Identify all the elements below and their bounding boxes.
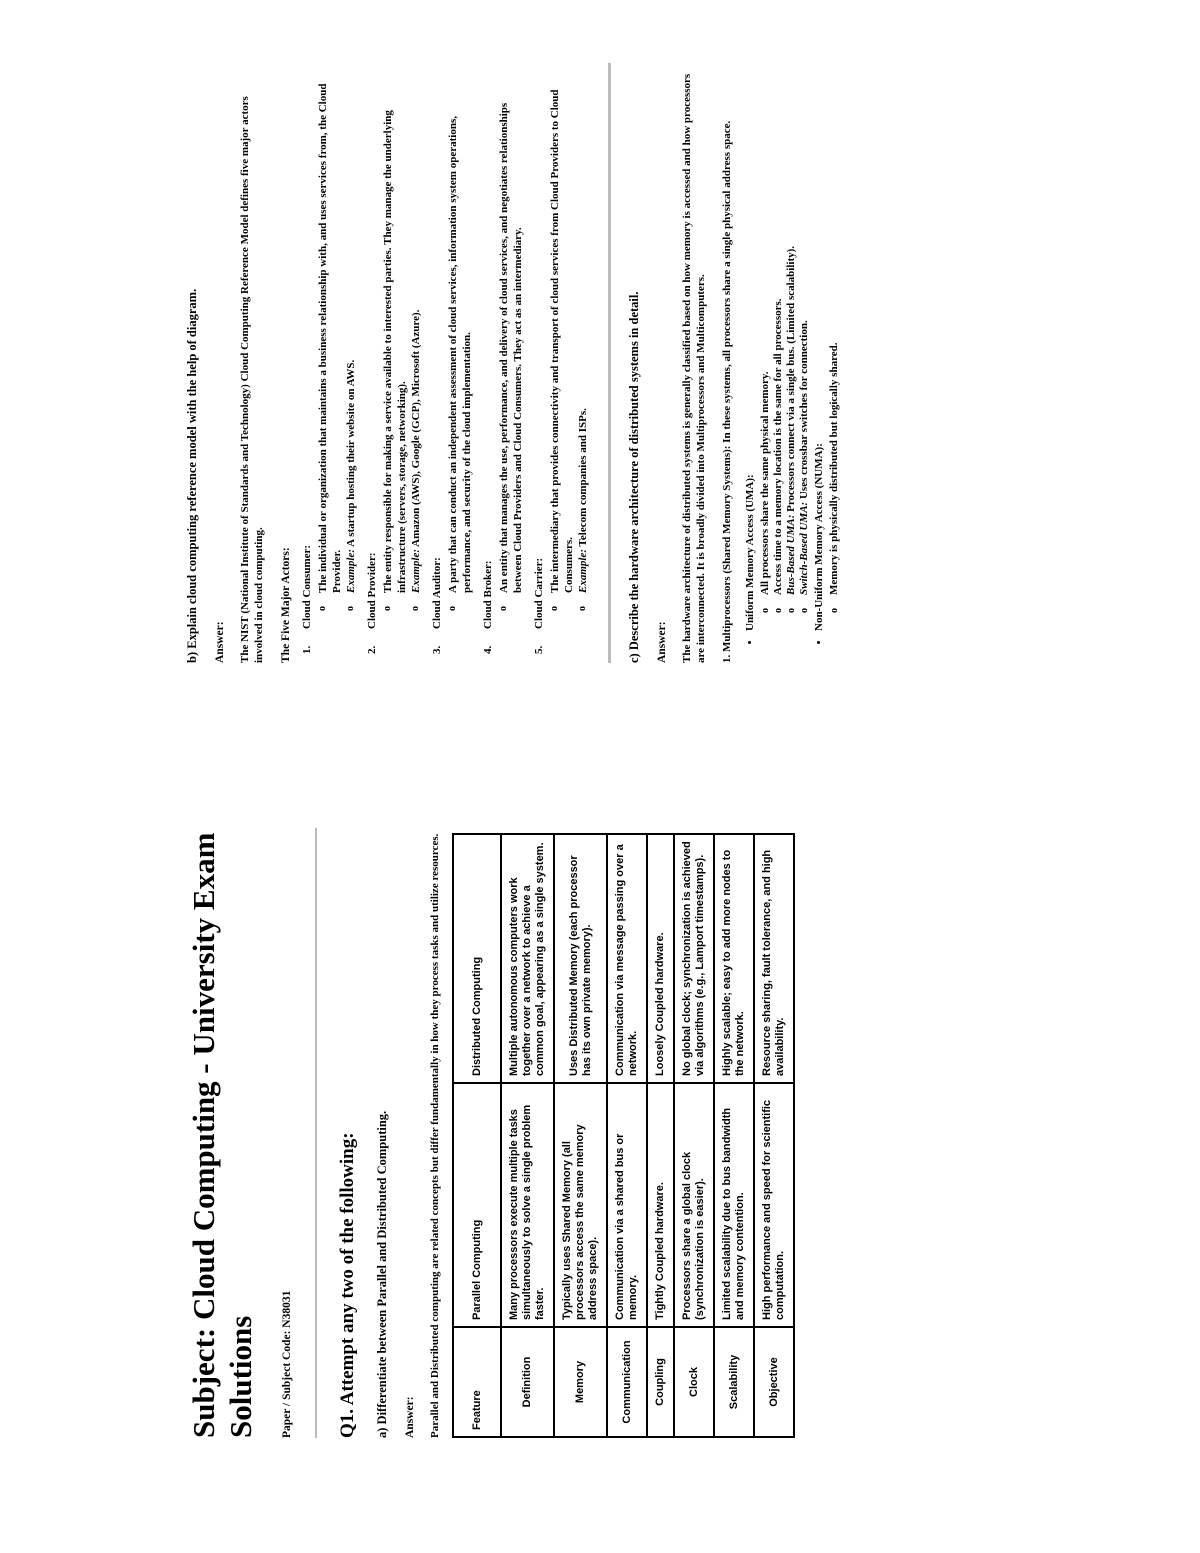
multiprocessors-paragraph: 1. Multiprocessors (Shared Memory Systems): In these systems, all processors share a single physical address space. xyxy=(721,120,733,663)
list-item xyxy=(497,63,525,611)
list-item xyxy=(409,63,423,611)
list-item xyxy=(759,63,772,613)
intro-c: The hardware architecture of distributed systems is generally classified based on how memory is accessed and how processors are interconnected. It is broadly divided into Multiprocessors and Multicomputers. xyxy=(681,73,707,663)
answer-label-b: Answer: xyxy=(214,621,226,663)
list-item xyxy=(813,63,841,631)
memory-access-list xyxy=(744,63,841,663)
actors-list xyxy=(300,63,590,663)
point-text: Telecom companies and ISPs. xyxy=(577,408,589,549)
list-item xyxy=(576,63,590,611)
list-item xyxy=(430,63,474,643)
distributed-cell: Multiple autonomous computers work together over a network to achieve a common goal, appearing as a single system. xyxy=(501,834,554,1083)
table-row xyxy=(714,834,754,1437)
table-row xyxy=(554,834,607,1437)
divider xyxy=(315,828,317,1438)
point-text: Amazon (AWS), Google (GCP), Microsoft (Azure). xyxy=(410,309,422,549)
uma-points xyxy=(759,63,811,631)
actors-heading: The Five Major Actors: xyxy=(280,547,292,663)
parallel-cell: Tightly Coupled hardware. xyxy=(647,1083,674,1327)
point-prefix: Bus-Based UMA: xyxy=(785,514,797,595)
parallel-cell: Communication via a shared bus or memory. xyxy=(607,1083,647,1327)
numa-points xyxy=(828,63,841,631)
uma-title: Uniform Memory Access (UMA): xyxy=(744,474,756,631)
point-text: A startup hosting their website on AWS. xyxy=(345,359,357,549)
question-b: b) Explain cloud computing reference model with the help of diagram. xyxy=(185,288,199,663)
point-text: An entity that manages the use, performance, and delivery of cloud services, and negotiates relationships between Cloud Providers and Cloud Consumers. They act as an intermediary. xyxy=(498,102,524,593)
point-text: The entity responsible for making a service available to interested parties. They manage the underlying infrastructure (servers, storage, networking). xyxy=(382,110,408,593)
list-item xyxy=(300,63,358,643)
list-item xyxy=(772,63,785,613)
distributed-cell: Loosely Coupled hardware. xyxy=(647,834,674,1083)
table-row xyxy=(647,834,674,1437)
list-item xyxy=(785,63,798,613)
point-text: Uses crossbar switches for connection. xyxy=(798,320,810,502)
point-prefix: Switch-Based UMA: xyxy=(798,501,810,595)
point-text: Processors connect via a single bus. (Limited scalability). xyxy=(785,245,797,515)
list-item xyxy=(481,63,525,643)
table-row xyxy=(501,834,554,1437)
actor-name: Cloud Broker: xyxy=(482,560,494,629)
actor-name: Cloud Provider: xyxy=(366,552,378,629)
feature-cell: Definition xyxy=(501,1327,554,1437)
left-column xyxy=(185,828,795,1438)
feature-cell: Communication xyxy=(607,1327,647,1437)
divider xyxy=(608,63,611,663)
actor-name: Cloud Auditor: xyxy=(431,557,443,629)
distributed-cell: Communication via message passing over a network. xyxy=(607,834,647,1083)
actor-points xyxy=(446,63,474,629)
point-text: The individual or organization that maintains a business relationship with, and uses services from, the Cloud Provider. xyxy=(317,83,343,593)
list-item xyxy=(381,63,409,611)
point-text: All processors share the same physical memory. xyxy=(759,371,771,595)
list-item xyxy=(344,63,358,611)
actor-name: Cloud Carrier: xyxy=(533,557,545,629)
question-heading: Q1. Attempt any two of the following: xyxy=(337,1132,358,1438)
answer-label-c: Answer: xyxy=(656,621,668,663)
feature-cell: Coupling xyxy=(647,1327,674,1437)
parallel-cell: Processors share a global clock (synchronization is easier). xyxy=(674,1083,714,1327)
list-item xyxy=(548,63,576,611)
distributed-cell: Resource sharing, fault tolerance, and high availability. xyxy=(754,834,794,1083)
table-row xyxy=(607,834,647,1437)
parallel-cell: Limited scalability due to bus bandwidth and memory contention. xyxy=(714,1083,754,1327)
point-prefix: Example: xyxy=(577,549,589,593)
question-a: a) Differentiate between Parallel and Distributed Computing. xyxy=(375,1110,389,1438)
feature-cell: Scalability xyxy=(714,1327,754,1437)
table-row xyxy=(754,834,794,1437)
question-c: c) Describe the hardware architecture of distributed systems in detail. xyxy=(627,291,641,663)
page-title: Subject: Cloud Computing - University Exam Solutions xyxy=(186,832,258,1438)
list-item xyxy=(744,63,811,631)
point-text: The intermediary that provides connectivity and transport of cloud services from Cloud Providers to Cloud Consumers. xyxy=(549,89,575,593)
distributed-cell: No global clock; synchronization is achieved via algorithms (e.g., Lamport timestamps). xyxy=(674,834,714,1083)
comparison-table xyxy=(452,833,795,1438)
feature-cell: Memory xyxy=(554,1327,607,1437)
distributed-cell: Highly scalable; easy to add more nodes to the network. xyxy=(714,834,754,1083)
actor-points xyxy=(316,63,358,629)
actor-points xyxy=(381,63,423,629)
list-item xyxy=(828,63,841,613)
list-item xyxy=(365,63,423,643)
distributed-cell: Uses Distributed Memory (each processor has its own private memory). xyxy=(554,834,607,1083)
table-row xyxy=(674,834,714,1437)
header-feature: Feature xyxy=(453,1327,501,1437)
intro-b: The NIST (National Institute of Standards and Technology) Cloud Computing Reference Model defines five major actors involved in cloud computing. xyxy=(239,96,265,663)
paper-code: Paper / Subject Code: N38031 xyxy=(281,1290,293,1438)
numa-title: Non-Uniform Memory Access (NUMA): xyxy=(813,443,825,631)
intro-a: Parallel and Distributed computing are related concepts but differ fundamentally in how they process tasks and utilize resources. xyxy=(429,833,441,1438)
parallel-cell: High performance and speed for scientific computation. xyxy=(754,1083,794,1327)
point-text: Access time to a memory location is the same for all processors. xyxy=(772,298,784,595)
parallel-cell: Many processors execute multiple tasks simultaneously to solve a single problem faster. xyxy=(501,1083,554,1327)
answer-label-a: Answer: xyxy=(404,1396,416,1438)
list-item xyxy=(798,63,811,613)
point-text: A party that can conduct an independent assessment of cloud services, information system operations, performance, and security of the cloud implementation. xyxy=(447,116,473,593)
header-parallel: Parallel Computing xyxy=(453,1083,501,1327)
header-distributed: Distributed Computing xyxy=(453,834,501,1083)
point-prefix: Example: xyxy=(345,549,357,593)
feature-cell: Objective xyxy=(754,1327,794,1437)
point-prefix: Example: xyxy=(410,549,422,593)
list-item xyxy=(316,63,344,611)
actor-name: Cloud Consumer: xyxy=(301,544,313,629)
actor-points xyxy=(497,63,525,629)
table-header-row xyxy=(453,834,501,1437)
point-text: Memory is physically distributed but logically shared. xyxy=(828,342,840,595)
parallel-cell: Typically uses Shared Memory (all processors access the same memory address space). xyxy=(554,1083,607,1327)
list-item xyxy=(532,63,590,643)
feature-cell: Clock xyxy=(674,1327,714,1437)
right-column xyxy=(185,63,843,663)
list-item xyxy=(446,63,474,611)
actor-points xyxy=(548,63,590,629)
